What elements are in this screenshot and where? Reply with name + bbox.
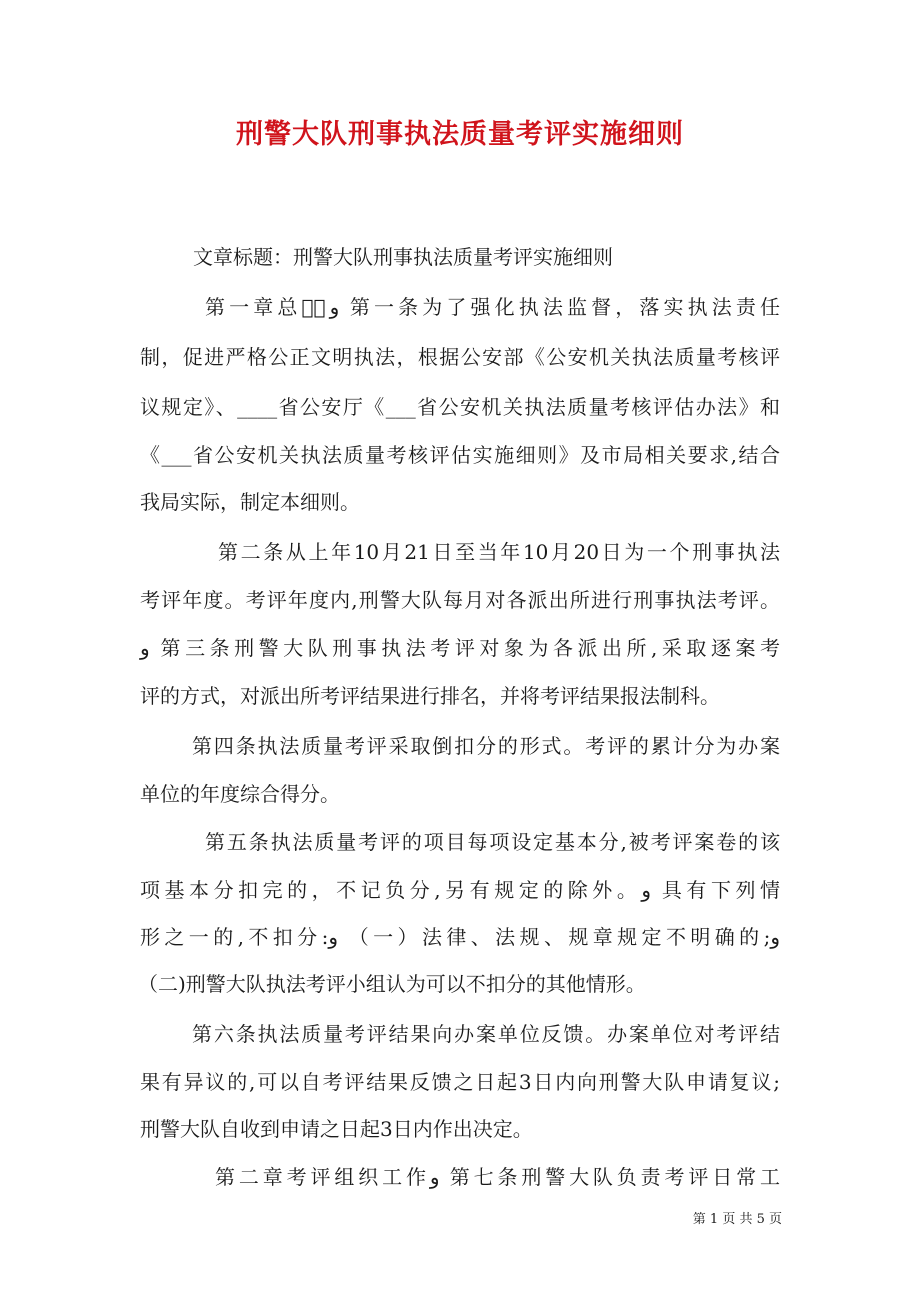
body-line: 第二条从上年10月21日至当年10月20日为一个刑事执法 xyxy=(218,540,780,564)
page-number: 第 1 页 共 5 页 xyxy=(692,1212,782,1227)
body-line: 单位的年度综合得分。 xyxy=(140,782,340,806)
body-line: 第五条执法质量考评的项目每项设定基本分,被考评案卷的该 xyxy=(205,830,780,854)
body-line: 刑警大队自收到申请之日起3日内作出决定。 xyxy=(140,1117,533,1141)
body-line: 第四条执法质量考评采取倒扣分的形式。考评的累计分为办案 xyxy=(192,734,780,758)
body-line: 考评年度。考评年度内,刑警大队每月对各派出所进行刑事执法考评。 xyxy=(140,588,780,612)
body-line: 我局实际，制定本细则。 xyxy=(140,490,360,514)
body-line: 第一章总则َو 第一条为了强化执法监督，落实执法责任 xyxy=(205,295,780,319)
article-heading-line: 文章标题：刑警大队刑事执法质量考评实施细则 xyxy=(193,245,613,269)
body-line: 《___省公安机关执法质量考核评估实施细则》及市局相关要求,结合 xyxy=(140,443,780,467)
body-line: 形之一的,不扣分:و （一）法律、法规、规章规定不明确的;و xyxy=(140,925,780,949)
body-line: 第六条执法质量考评结果向办案单位反馈。办案单位对考评结 xyxy=(192,1022,780,1046)
body-line: 制，促进严格公正文明执法，根据公安部《公安机关执法质量考核评 xyxy=(140,345,780,369)
document-title: 刑警大队刑事执法质量考评实施细则 xyxy=(236,119,684,150)
body-line: 项基本分扣完的，不记负分,另有规定的除外。و 具有下列情 xyxy=(140,878,781,902)
body-line: و 第三条刑警大队刑事执法考评对象为各派出所,采取逐案考 xyxy=(140,636,780,660)
body-line: 评的方式，对派出所考评结果进行排名，并将考评结果报法制科。 xyxy=(140,684,720,708)
body-line: 果有异议的,可以自考评结果反馈之日起3日内向刑警大队申请复议; xyxy=(140,1070,780,1094)
body-line: 议规定》、____省公安厅《___省公安机关执法质量考核评估办法》和 xyxy=(140,395,780,419)
body-line: 第二章考评组织工作و 第七条刑警大队负责考评日常工 xyxy=(215,1165,781,1189)
body-line: （二)刑警大队执法考评小组认为可以不扣分的其他情形。 xyxy=(138,972,646,996)
